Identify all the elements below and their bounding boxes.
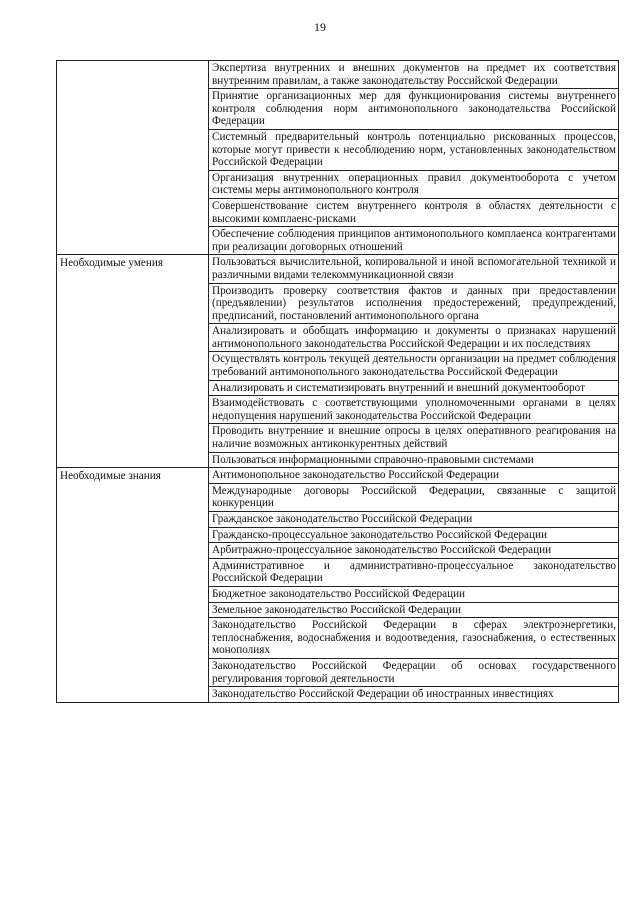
list-item: Гражданское законодательство Российской Федерации (209, 512, 618, 528)
list-item: Гражданско-процессуальное законодательство Российской Федерации (209, 528, 618, 544)
list-item: Проводить внутренние и внешние опросы в целях оперативного реагирования на наличие возможных антиконкурентных действий (209, 424, 618, 452)
list-item: Обеспечение соблюдения принципов антимонопольного комплаенса контрагентами при реализации договорных отношений (212, 228, 616, 253)
section-label-skills: Необходимые умения (57, 255, 209, 468)
list-item: Бюджетное законодательство Российской Федерации (209, 587, 618, 603)
list-item: Принятие организационных мер для функционирования системы внутреннего контроля соблюдения норм антимонопольного законодательства Российской Федерации (209, 89, 618, 130)
section-items (209, 61, 619, 255)
list-item: Взаимодействовать с соответствующими уполномоченными органами в целях недопущения нарушений законодательства Российской Федерации (209, 396, 618, 424)
list-item: Анализировать и обобщать информацию и документы о признаках нарушений антимонопольного законодательства Российской Федерации и их последствиях (209, 324, 618, 352)
table-row (57, 61, 619, 255)
list-item: Законодательство Российской Федерации в сферах электроэнергетики, теплоснабжения, водоснабжения и водоотведения, газоснабжения, о естественных монополиях (209, 618, 618, 659)
requirements-table (56, 60, 619, 703)
table-row (57, 468, 619, 703)
list-item: Анализировать и систематизировать внутренний и внешний документооборот (209, 381, 618, 397)
list-item: Международные договоры Российской Федерации, связанные с защитой конкуренции (209, 484, 618, 512)
page-number: 19 (314, 20, 326, 34)
list-item: Земельное законодательство Российской Федерации (209, 603, 618, 619)
table-row (57, 255, 619, 468)
list-item: Осуществлять контроль текущей деятельности организации на предмет соблюдения требований антимонопольного законодательства Российской Федерации (209, 352, 618, 380)
list-item: Законодательство Российской Федерации об основах государственного регулирования торговой деятельности (209, 659, 618, 687)
list-item: Арбитражно-процессуальное законодательство Российской Федерации (209, 543, 618, 559)
section-items (209, 255, 619, 468)
list-item: Производить проверку соответствия фактов и данных при предоставлении (предъявлении) результатов исполнения предостережений, предупреждений, предписаний, постановлений антимонопольного органа (209, 284, 618, 325)
list-item: Системный предварительный контроль потенциально рискованных процессов, которые могут привести к несоблюдению норм, установленных законодательством Российской Федерации (209, 130, 618, 171)
list-item: Антимонопольное законодательство Российской Федерации (209, 468, 618, 484)
section-items (209, 468, 619, 703)
section-label (57, 61, 209, 255)
list-item: Пользоваться вычислительной, копировальной и иной вспомогательной техникой и различными видами телекоммуникационной связи (209, 255, 618, 283)
list-item: Пользоваться информационными справочно-правовыми системами (212, 453, 534, 466)
list-item: Экспертиза внутренних и внешних документов на предмет их соответствия внутренним правилам, а также законодательству Российской Федерации (209, 61, 618, 89)
list-item: Организация внутренних операционных правил документооборота с учетом системы меры антимонопольного контроля (209, 171, 618, 199)
list-item: Законодательство Российской Федерации об иностранных инвестициях (212, 688, 554, 701)
list-item: Административное и административно-процессуальное законодательство Российской Федерации (209, 559, 618, 587)
list-item: Совершенствование систем внутреннего контроля в областях деятельности с высокими комплаенс-рисками (209, 199, 618, 227)
section-label-knowledge: Необходимые знания (57, 468, 209, 703)
